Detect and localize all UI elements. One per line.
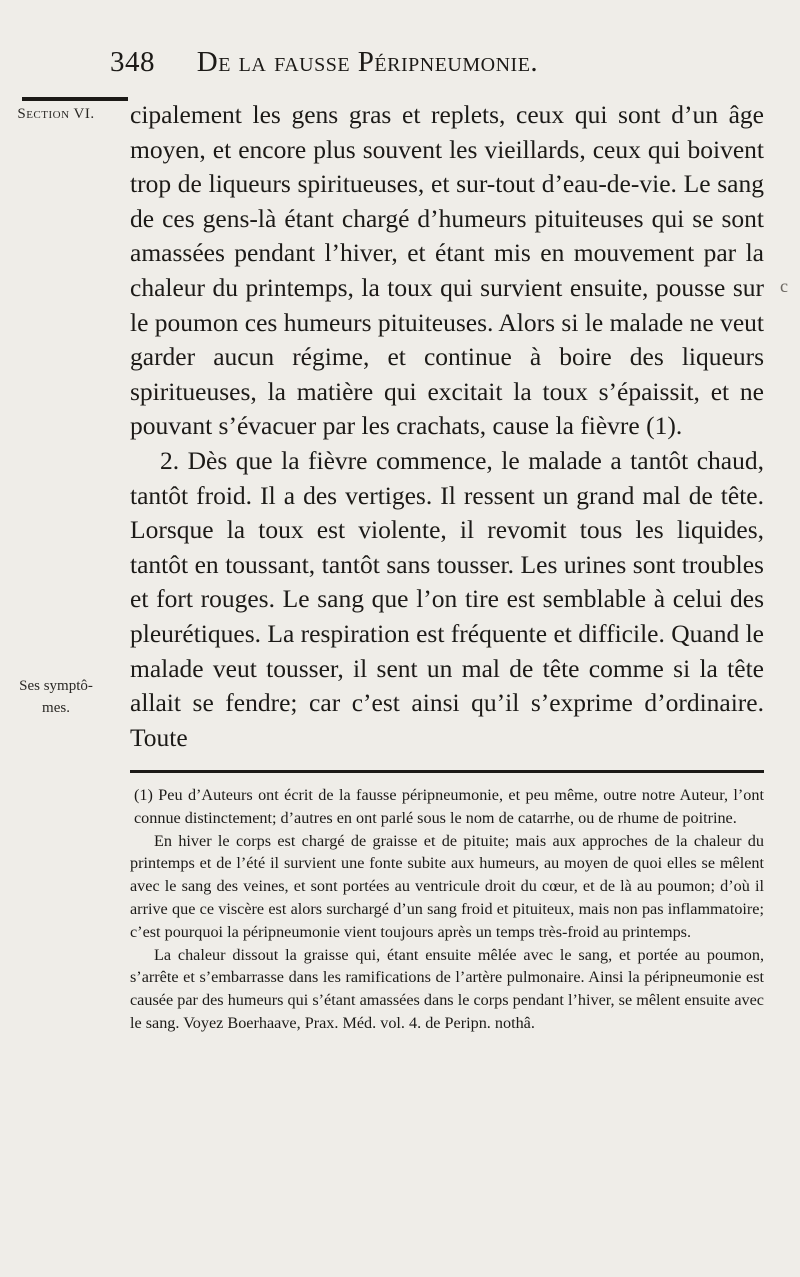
running-title: De la fausse Péripneumonie. [196,46,539,78]
margin-symptoms-line1: Ses symptô- [19,678,93,694]
margin-section-label: Section VI. [17,106,95,122]
footnote-3: La chaleur dissout la graisse qui, étant ensuite mêlée avec le sang, et portée au poumon, s’arrête et s’embarrasse dans les ramifications de l’artère pulmonaire. Ainsi la péripneumonie est causée par des humeurs qui s’étant amassées dans le corps pendant l’hiver, se mêlent ensuite avec le sang. Voyez Boerhaave, Prax. Méd. vol. 4. de Peripn. nothâ. [130,945,764,1032]
footnote-1: (1) Peu d’Auteurs ont écrit de la fausse péripneumonie, et peu même, outre notre Auteur, l’ont connue distinctement; d’autres en ont parlé sous le nom de catarrhe, ou de rhume de poitrine. [134,786,764,827]
margin-symptoms-note [2,675,110,719]
footnote-rule [130,770,764,773]
running-header [110,46,750,79]
footnotes [130,784,764,1035]
page-number: 348 [110,46,155,78]
margin-right-mark: c [780,276,788,296]
paragraph-2: 2. Dès que la fièvre commence, le malade a tantôt chaud, tantôt froid. Il a des vertiges. Il ressent un grand mal de tête. Lorsque la toux est violente, il revomit tous les liquides, tantôt en toussant, tantôt sans tousser. Les urines sont troubles et fort rouges. Le sang que l’on tire est semblable à celui des pleurétiques. La respiration est fréquente et difficile. Quand le malade veut tousser, il sent un mal de tête comme si la tête allait se fendre; car c’est ainsi qu’il s’exprime d’ordinaire. Toute [130,445,764,752]
margin-symptoms-line2: mes. [42,700,70,716]
footnote-2: En hiver le corps est chargé de graisse et de pituite; mais aux approches de la chaleur du printemps et de l’été il survient une fonte subite aux humeurs, au moyen de quoi elles se mêlent avec le sang des veines, et sont portées au ventricule droit du cœur, et de là au poumon; d’où il arrive que ce viscère est alors surchargé d’un sang froid et pituiteux, mais non pas inflammatoire; c’est pourquoi la péripneumonie vient toujours après un temps très-froid au printemps. [130,831,764,941]
main-text [130,98,764,755]
section-rule [22,97,128,101]
paragraph-1: cipalement les gens gras et replets, ceux qui sont d’un âge moyen, et encore plus souvent les vieillards, ceux qui boivent trop de liqueurs spiritueuses, et sur-tout d’eau-de-vie. Le sang de ces gens-là étant chargé d’humeurs pituiteuses qui se sont amassées pendant l’hiver, et étant mis en mouvement par la chaleur du printemps, la toux qui survient ensuite, pousse sur le poumon ces humeurs pituiteuses. Alors si le malade ne veut garder aucun régime, et continue à boire des liqueurs spiritueuses, la matière qui excitait la toux s’épaissit, et ne pouvant s’évacuer par les crachats, cause la fièvre (1). [130,100,764,441]
